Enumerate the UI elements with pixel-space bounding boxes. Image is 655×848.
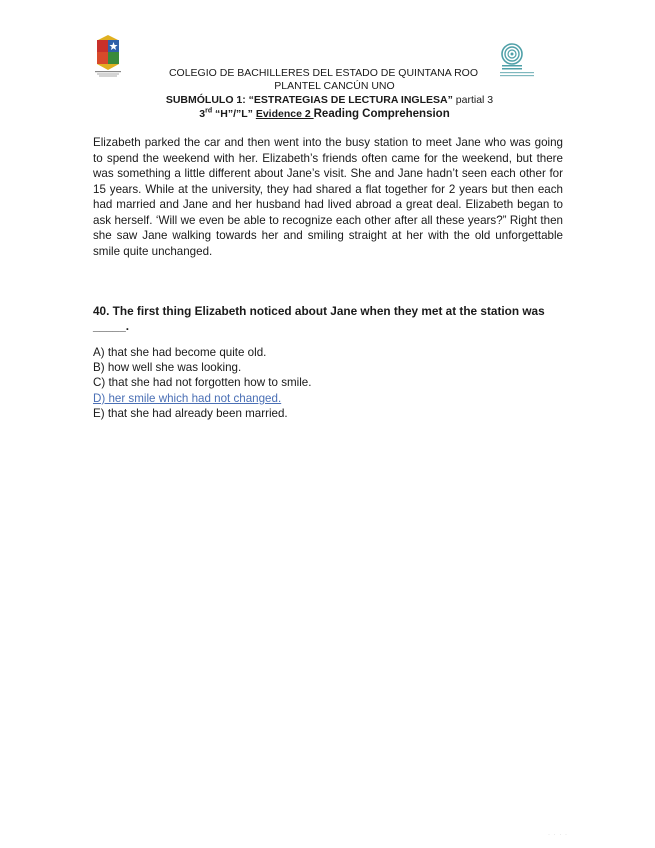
submodule-name: SUBMÓLULO 1: “ESTRATEGIAS DE LECTURA INGLESA” — [165, 94, 453, 106]
option-e[interactable]: E) that she had already been married. — [93, 406, 288, 420]
grade: 3 — [199, 108, 206, 120]
evidence-label: Evidence 2 — [255, 108, 314, 120]
evidence-heading — [0, 108, 652, 121]
submodule-title — [2, 94, 655, 107]
option-a[interactable]: A) that she had become quite old. — [93, 346, 267, 359]
question-40 — [93, 304, 563, 334]
option-c[interactable]: C) that she had not forgotten how to smile. — [93, 376, 312, 390]
groups: “H”/”L” — [212, 108, 256, 120]
school-name: COLEGIO DE BACHILLERES DEL ESTADO DE QUINTANA ROO — [168, 67, 479, 79]
reading-passage: Elizabeth parked the car and then went into the busy station to meet Jane who was going to spend the weekend with her. Elizabeth’s friends often came for the weekend, but there was something a little different about Jane’s visit. She and Jane hadn’t seen each other for 15 years. While at the university, they had shared a flat together for 2 years but then each had married and Jane and her husband had lived abroad a great deal. Elizabeth began to ask herself. ‘Will we even be able to recognize each other after all these years?” Right then she saw Jane walking towards her and smiling straight at her with the old unforgettable smile quite unchanged. — [93, 136, 563, 258]
grade-suffix: rd — [205, 107, 213, 115]
answer-options — [93, 345, 311, 421]
activity-title: Reading Comprehension — [313, 108, 450, 120]
partial-label: partial 3 — [452, 94, 494, 106]
campus-name: PLANTEL CANCÚN UNO — [274, 80, 395, 92]
question-text: The first thing Elizabeth noticed about Jane when they met at the station was _____. — [93, 304, 545, 333]
question-number: 40. — [93, 304, 110, 318]
option-d-selected[interactable]: D) her smile which had not changed. — [93, 391, 282, 405]
page-footer-mark: · · · · — [548, 832, 568, 838]
option-b[interactable]: B) how well she was looking. — [93, 361, 242, 375]
